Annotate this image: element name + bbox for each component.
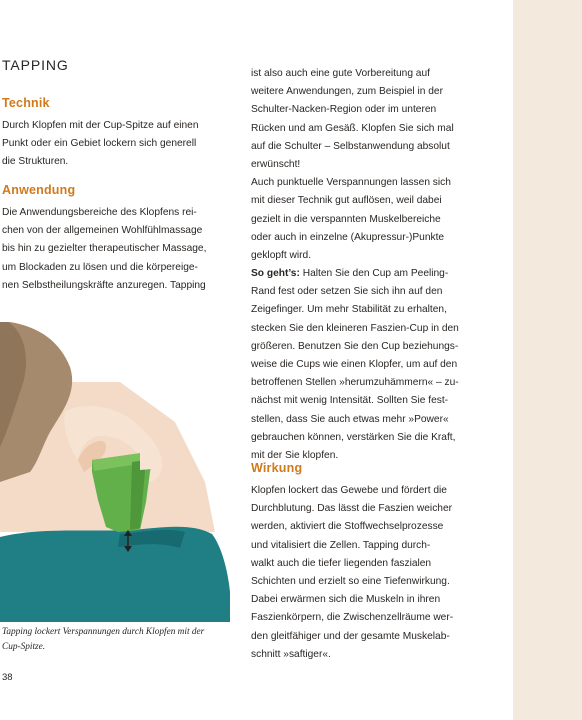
text-line: werden, aktiviert die Stoffwechselprozesse bbox=[251, 521, 444, 533]
text-line: Faszienkörpern, die Zwischenzellräume wer- bbox=[251, 612, 454, 624]
text-line: Zeigefinger. Um mehr Stabilität zu erhalten, bbox=[251, 304, 447, 316]
text-line: erwünscht! bbox=[251, 158, 301, 170]
tapping-illustration bbox=[0, 322, 230, 622]
text-line: den gleitfähiger und der gesamte Muskelab- bbox=[251, 630, 450, 642]
text-line bbox=[251, 265, 459, 283]
heading-wirkung: Wirkung bbox=[251, 461, 303, 475]
paragraph-wirkung bbox=[251, 482, 453, 664]
text-line: Durchblutung. Das lässt die Faszien weicher bbox=[251, 503, 453, 515]
text-line: walkt auch die tiefer liegenden faszialen bbox=[251, 557, 432, 569]
text-line: größeren. Benutzen Sie den Cup beziehungs- bbox=[251, 340, 459, 352]
text-line: Punkt oder ein Gebiet lockern sich generell bbox=[2, 138, 197, 150]
page-margin-band bbox=[513, 0, 582, 720]
text-line: auf die Schulter – Selbstanwendung absolut bbox=[251, 140, 450, 152]
text-line: betroffenen Stellen »herumzuhämmern« – zu- bbox=[251, 377, 459, 389]
text-line: chen von der allgemeinen Wohlfühlmassage bbox=[2, 225, 203, 237]
text-line: Dabei erwärmen sich die Muskeln in ihren bbox=[251, 594, 441, 606]
figure-caption bbox=[2, 625, 230, 655]
text-line: bis hin zu gezielter therapeutischer Massage, bbox=[2, 243, 207, 255]
text-line: oder auch in einzelne (Akupressur-)Punkte bbox=[251, 231, 445, 243]
caption-line: Cup-Spitze. bbox=[2, 642, 46, 652]
text-line: Rand fest oder setzen Sie sich ihn auf den bbox=[251, 286, 443, 298]
text-line: und vitalisiert die Zellen. Tapping durch- bbox=[251, 539, 431, 551]
caption-line: Tapping lockert Verspannungen durch Klopfen mit der bbox=[2, 627, 205, 637]
text-line: Schulter-Nacken-Region oder im unteren bbox=[251, 104, 437, 116]
text-line: die Strukturen. bbox=[2, 156, 69, 168]
text-line: ist also auch eine gute Vorbereitung auf bbox=[251, 68, 430, 79]
text-line: Klopfen lockert das Gewebe und fördert die bbox=[251, 485, 447, 496]
text-line: Rücken und am Gesäß. Klopfen Sie sich mal bbox=[251, 122, 454, 134]
text-line: nächst mit wenig Intensität. Sollten Sie fest- bbox=[251, 395, 449, 407]
text-line: Die Anwendungsbereiche des Klopfens rei- bbox=[2, 207, 197, 218]
text-line: weise die Cups wie einen Klopfer, um auf den bbox=[251, 359, 458, 370]
text-line: stecken Sie den kleineren Faszien-Cup in den bbox=[251, 322, 459, 334]
paragraph-continuation bbox=[251, 65, 459, 465]
text-line: stellen, dass Sie auch etwas mehr »Power« bbox=[251, 413, 449, 425]
so-gehts-label: So geht’s: bbox=[251, 268, 300, 280]
heading-anwendung: Anwendung bbox=[2, 183, 76, 197]
text-line: gezielt in die verspannten Muskelbereiche bbox=[251, 213, 441, 225]
text-line: Auch punktuelle Verspannungen lassen sich bbox=[251, 177, 451, 189]
text-line: nen Selbstheilungskräfte anzuregen. Tapping bbox=[2, 279, 206, 291]
text-line: um Blockaden zu lösen und die körpereige- bbox=[2, 261, 198, 273]
text-line: weitere Anwendungen, zum Beispiel in der bbox=[251, 86, 443, 98]
page-title: TAPPING bbox=[2, 57, 69, 73]
text-line: geklopft wird. bbox=[251, 249, 312, 261]
paragraph-technik bbox=[2, 117, 199, 172]
text-line: schnitt »saftiger«. bbox=[251, 648, 331, 660]
heading-technik: Technik bbox=[2, 96, 50, 110]
text-line: Durch Klopfen mit der Cup-Spitze auf einen bbox=[2, 120, 199, 131]
text-line: mit dieser Technik gut auflösen, weil dabei bbox=[251, 195, 442, 207]
text-line: mit der Sie klopfen. bbox=[251, 449, 339, 461]
page-number: 38 bbox=[2, 672, 13, 683]
so-gehts-text: Halten Sie den Cup am Peeling- bbox=[299, 268, 449, 280]
paragraph-anwendung bbox=[2, 204, 206, 295]
text-line: gebrauchen können, verstärken Sie die Kraft, bbox=[251, 431, 456, 443]
text-line: Schichten und erzielt so eine Tiefenwirkung. bbox=[251, 575, 450, 587]
